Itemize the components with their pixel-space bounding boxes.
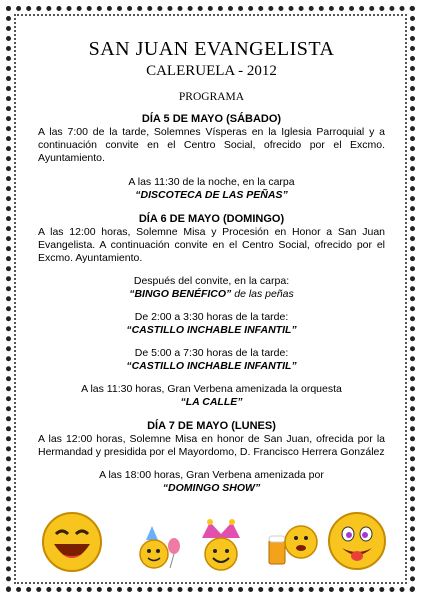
party-smiley-icon [132, 524, 182, 574]
page-subtitle: CALERUELA - 2012 [146, 63, 277, 79]
castillo2-line: De 5:00 a 7:30 horas de la tarde: [134, 347, 289, 359]
day7-heading: DÍA 7 DE MAYO (LUNES) [147, 420, 276, 432]
day6-heading: DÍA 6 DE MAYO (DOMINGO) [138, 213, 285, 225]
bingo-event: “BINGO BENÉFICO” [129, 288, 232, 300]
verbena7-line: A las 18:00 horas, Gran Verbena amenizada por [99, 469, 324, 481]
day6-text: A las 12:00 horas, Solemne Misa y Procesión en Honor a San Juan Evangelista. A continuación convite en el Centro Social, ofrecido por el Excmo. Ayuntamiento. [38, 226, 385, 264]
day5-text: A las 7:00 de la tarde, Solemnes Vísperas en la Iglesia Parroquial y a continuación convite en el Centro Social, ofrecido por el Excmo. Ayuntamiento. [38, 126, 385, 164]
verbena6-line: A las 11:30 horas, Gran Verbena amenizada la orquesta [81, 383, 342, 395]
castillo2-event: “CASTILLO INCHABLE INFANTIL” [126, 360, 297, 372]
day5-night-event: “DISCOTECA DE LAS PEÑAS” [135, 189, 288, 201]
programa-label: PROGRAMA [178, 91, 245, 103]
day5-night-line: A las 11:30 de la noche, en la carpa [128, 176, 295, 188]
page-title: SAN JUAN EVANGELISTA [88, 38, 335, 60]
castillo1-line: De 2:00 a 3:30 horas de la tarde: [134, 311, 289, 323]
day5-heading: DÍA 5 DE MAYO (SÁBADO) [141, 113, 282, 125]
bingo-event-line [38, 288, 385, 301]
beer-smiley-icon [265, 516, 321, 572]
day7-text: A las 12:00 horas, Solemne Misa en honor de San Juan, ofrecida por la Hermandad y presidida por el Mayordomo, D. Francisco Herrera González [38, 433, 385, 458]
verbena6-event: “LA CALLE” [180, 396, 243, 408]
bingo-line: Después del convite, en la carpa: [133, 275, 290, 287]
laughing-smiley-icon [40, 510, 104, 574]
bingo-suffix: de las peñas [231, 288, 294, 300]
program-content [38, 38, 385, 495]
verbena7-event: “DOMINGO SHOW” [162, 482, 261, 494]
tongue-smiley-icon [326, 510, 388, 572]
smiley-row [40, 510, 385, 580]
castillo1-event: “CASTILLO INCHABLE INFANTIL” [126, 324, 297, 336]
jester-smiley-icon [192, 518, 250, 576]
